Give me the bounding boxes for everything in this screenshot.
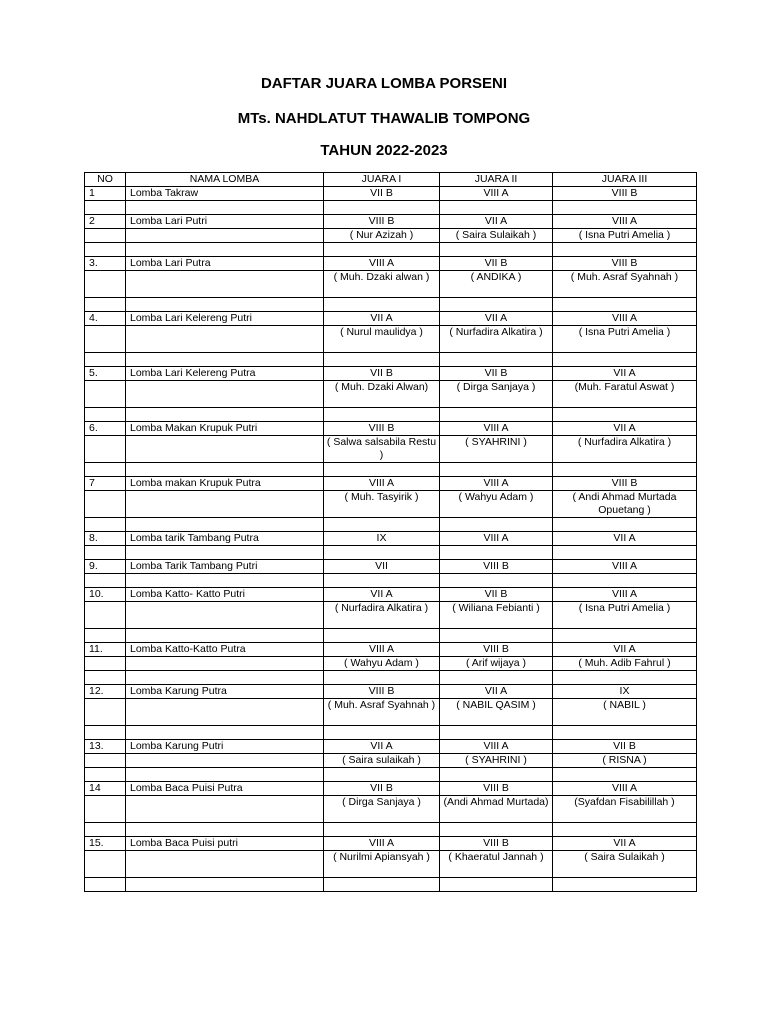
empty-cell [440, 726, 553, 740]
winner-names-row [85, 326, 697, 353]
table-row [85, 560, 697, 574]
first-place-name: ( Nurilmi Apiansyah ) [324, 851, 440, 878]
third-place-name: ( Saira Sulaikah ) [553, 851, 697, 878]
column-header-no: NO [85, 173, 126, 187]
second-place-class: VIII A [440, 187, 553, 201]
third-place-class: VIII A [553, 215, 697, 229]
empty-cell [553, 353, 697, 367]
empty-cell [126, 671, 324, 685]
row-number: 13. [85, 740, 126, 754]
second-place-name: ( Arif wijaya ) [440, 657, 553, 671]
row-number: 5. [85, 367, 126, 381]
empty-cell [85, 298, 126, 312]
empty-cell [126, 201, 324, 215]
school-name: MTs. NAHDLATUT THAWALIB TOMPONG [237, 110, 531, 127]
third-place-name: ( NABIL ) [553, 699, 697, 726]
third-place-name: ( Isna Putri Amelia ) [553, 326, 697, 353]
empty-cell [126, 463, 324, 477]
row-number: 6. [85, 422, 126, 436]
empty-cell [440, 546, 553, 560]
empty-cell [126, 271, 324, 298]
empty-cell [126, 878, 324, 892]
spacer-row [85, 823, 697, 837]
empty-cell [553, 629, 697, 643]
winner-names-row [85, 271, 697, 298]
document-title: DAFTAR JUARA LOMBA PORSENI [260, 75, 508, 92]
third-place-name: ( Nurfadira Alkatira ) [553, 436, 697, 463]
empty-cell [85, 546, 126, 560]
empty-cell [85, 726, 126, 740]
row-number: 4. [85, 312, 126, 326]
second-place-class: VII B [440, 367, 553, 381]
first-place-class: VIII B [324, 422, 440, 436]
third-place-name: ( Muh. Asraf Syahnah ) [553, 271, 697, 298]
empty-cell [324, 574, 440, 588]
empty-cell [324, 726, 440, 740]
empty-cell [85, 491, 126, 518]
row-number: 12. [85, 685, 126, 699]
spacer-row [85, 726, 697, 740]
empty-cell [126, 726, 324, 740]
third-place-class: VII A [553, 643, 697, 657]
empty-cell [553, 823, 697, 837]
second-place-class: VIII B [440, 560, 553, 574]
empty-cell [324, 201, 440, 215]
second-place-name: ( NABIL QASIM ) [440, 699, 553, 726]
competition-name: Lomba Baca Puisi putri [126, 837, 324, 851]
empty-cell [85, 229, 126, 243]
first-place-class: VII [324, 560, 440, 574]
second-place-name: ( SYAHRINI ) [440, 436, 553, 463]
empty-cell [85, 657, 126, 671]
empty-cell [553, 298, 697, 312]
third-place-name: (Muh. Faratul Aswat ) [553, 381, 697, 408]
empty-cell [85, 408, 126, 422]
empty-cell [324, 629, 440, 643]
spacer-row [85, 878, 697, 892]
competition-name: Lomba Lari Putra [126, 257, 324, 271]
empty-cell [85, 754, 126, 768]
competition-name: Lomba Takraw [126, 187, 324, 201]
second-place-class: VIII A [440, 532, 553, 546]
column-header-juara-2: JUARA II [440, 173, 553, 187]
table-row [85, 477, 697, 491]
second-place-class: VII B [440, 588, 553, 602]
spacer-row [85, 768, 697, 782]
empty-cell [553, 878, 697, 892]
first-place-class: VII A [324, 312, 440, 326]
empty-cell [126, 491, 324, 518]
academic-year: TAHUN 2022-2023 [320, 142, 448, 159]
third-place-name: ( Muh. Adib Fahrul ) [553, 657, 697, 671]
empty-cell [553, 518, 697, 532]
table-row [85, 837, 697, 851]
first-place-class: VIII A [324, 257, 440, 271]
second-place-class: VII B [440, 257, 553, 271]
table-row [85, 643, 697, 657]
empty-cell [85, 353, 126, 367]
empty-cell [440, 671, 553, 685]
competition-name: Lomba makan Krupuk Putra [126, 477, 324, 491]
empty-cell [85, 699, 126, 726]
third-place-class: VII A [553, 532, 697, 546]
empty-cell [440, 408, 553, 422]
empty-cell [85, 878, 126, 892]
third-place-class: IX [553, 685, 697, 699]
empty-cell [85, 436, 126, 463]
spacer-row [85, 243, 697, 257]
empty-cell [440, 518, 553, 532]
empty-cell [440, 823, 553, 837]
spacer-row [85, 518, 697, 532]
first-place-class: VIII B [324, 685, 440, 699]
empty-cell [85, 518, 126, 532]
second-place-class: VII A [440, 312, 553, 326]
second-place-class: VIII B [440, 782, 553, 796]
row-number: 7 [85, 477, 126, 491]
winner-names-row [85, 796, 697, 823]
row-number: 8. [85, 532, 126, 546]
first-place-class: VII B [324, 187, 440, 201]
row-number: 2 [85, 215, 126, 229]
row-number: 14 [85, 782, 126, 796]
spacer-row [85, 671, 697, 685]
table-row [85, 312, 697, 326]
competition-name: Lomba Katto- Katto Putri [126, 588, 324, 602]
table-row [85, 187, 697, 201]
winner-names-row [85, 754, 697, 768]
competition-name: Lomba Karung Putri [126, 740, 324, 754]
empty-cell [440, 243, 553, 257]
empty-cell [126, 699, 324, 726]
empty-cell [440, 298, 553, 312]
winner-names-row [85, 436, 697, 463]
third-place-name: ( RISNA ) [553, 754, 697, 768]
table-body [85, 187, 697, 892]
empty-cell [553, 546, 697, 560]
empty-cell [324, 518, 440, 532]
column-header-nama-lomba: NAMA LOMBA [126, 173, 324, 187]
first-place-class: VII B [324, 367, 440, 381]
winner-names-row [85, 851, 697, 878]
row-number: 3. [85, 257, 126, 271]
first-place-class: VII A [324, 740, 440, 754]
row-number: 9. [85, 560, 126, 574]
empty-cell [324, 298, 440, 312]
empty-cell [126, 796, 324, 823]
competition-name: Lomba Baca Puisi Putra [126, 782, 324, 796]
winner-names-row [85, 381, 697, 408]
empty-cell [126, 381, 324, 408]
empty-cell [85, 271, 126, 298]
empty-cell [553, 463, 697, 477]
second-place-name: ( Wahyu Adam ) [440, 491, 553, 518]
empty-cell [324, 353, 440, 367]
empty-cell [85, 823, 126, 837]
spacer-row [85, 574, 697, 588]
empty-cell [553, 726, 697, 740]
empty-cell [126, 629, 324, 643]
third-place-class: VIII A [553, 312, 697, 326]
empty-cell [126, 754, 324, 768]
winner-names-row [85, 699, 697, 726]
empty-cell [324, 768, 440, 782]
second-place-name: ( Wiliana Febianti ) [440, 602, 553, 629]
third-place-class: VIII A [553, 560, 697, 574]
empty-cell [85, 381, 126, 408]
empty-cell [126, 243, 324, 257]
empty-cell [553, 243, 697, 257]
third-place-class: VIII B [553, 187, 697, 201]
empty-cell [440, 878, 553, 892]
empty-cell [126, 408, 324, 422]
first-place-name: ( Muh. Tasyirik ) [324, 491, 440, 518]
row-number: 11. [85, 643, 126, 657]
third-place-class: VIII B [553, 477, 697, 491]
row-number: 1 [85, 187, 126, 201]
table-row [85, 257, 697, 271]
row-number: 15. [85, 837, 126, 851]
table-row [85, 367, 697, 381]
competition-name: Lomba Tarik Tambang Putri [126, 560, 324, 574]
second-place-name: ( Nurfadira Alkatira ) [440, 326, 553, 353]
second-place-name: ( ANDIKA ) [440, 271, 553, 298]
empty-cell [324, 408, 440, 422]
empty-cell [126, 851, 324, 878]
empty-cell [440, 353, 553, 367]
empty-cell [85, 602, 126, 629]
empty-cell [324, 243, 440, 257]
second-place-name: ( SYAHRINI ) [440, 754, 553, 768]
second-place-name: ( Saira Sulaikah ) [440, 229, 553, 243]
first-place-class: VIII A [324, 477, 440, 491]
empty-cell [440, 768, 553, 782]
first-place-name: ( Nurfadira Alkatira ) [324, 602, 440, 629]
second-place-name: ( Khaeratul Jannah ) [440, 851, 553, 878]
first-place-name: ( Muh. Asraf Syahnah ) [324, 699, 440, 726]
empty-cell [85, 574, 126, 588]
first-place-class: VII B [324, 782, 440, 796]
empty-cell [85, 671, 126, 685]
competition-name: Lomba Karung Putra [126, 685, 324, 699]
empty-cell [553, 408, 697, 422]
empty-cell [126, 353, 324, 367]
second-place-class: VII A [440, 215, 553, 229]
third-place-name: ( Isna Putri Amelia ) [553, 229, 697, 243]
empty-cell [440, 574, 553, 588]
empty-cell [126, 298, 324, 312]
empty-cell [553, 201, 697, 215]
empty-cell [126, 574, 324, 588]
empty-cell [324, 671, 440, 685]
empty-cell [440, 463, 553, 477]
spacer-row [85, 463, 697, 477]
first-place-name: ( Salwa salsabila Restu ) [324, 436, 440, 463]
third-place-class: VIII A [553, 782, 697, 796]
second-place-class: VIII B [440, 837, 553, 851]
first-place-class: VIII A [324, 837, 440, 851]
empty-cell [324, 823, 440, 837]
table-row [85, 422, 697, 436]
competition-name: Lomba Makan Krupuk Putri [126, 422, 324, 436]
column-header-juara-1: JUARA I [324, 173, 440, 187]
spacer-row [85, 353, 697, 367]
third-place-name: ( Isna Putri Amelia ) [553, 602, 697, 629]
first-place-class: VIII B [324, 215, 440, 229]
second-place-name: ( Dirga Sanjaya ) [440, 381, 553, 408]
empty-cell [126, 436, 324, 463]
winner-names-row [85, 491, 697, 518]
third-place-class: VII A [553, 367, 697, 381]
spacer-row [85, 298, 697, 312]
competition-name: Lomba tarik Tambang Putra [126, 532, 324, 546]
competition-name: Lomba Lari Putri [126, 215, 324, 229]
first-place-class: VII A [324, 588, 440, 602]
empty-cell [85, 768, 126, 782]
table-header-row [85, 173, 697, 187]
empty-cell [126, 229, 324, 243]
table-row [85, 685, 697, 699]
empty-cell [85, 796, 126, 823]
empty-cell [85, 629, 126, 643]
second-place-class: VIII A [440, 477, 553, 491]
third-place-class: VII B [553, 740, 697, 754]
spacer-row [85, 629, 697, 643]
second-place-class: VIII A [440, 422, 553, 436]
table-row [85, 215, 697, 229]
empty-cell [85, 851, 126, 878]
table-row [85, 782, 697, 796]
empty-cell [85, 326, 126, 353]
first-place-name: ( Nur Azizah ) [324, 229, 440, 243]
empty-cell [126, 326, 324, 353]
empty-cell [85, 201, 126, 215]
column-header-juara-3: JUARA III [553, 173, 697, 187]
winner-names-row [85, 229, 697, 243]
table-row [85, 740, 697, 754]
second-place-name: (Andi Ahmad Murtada) [440, 796, 553, 823]
empty-cell [126, 518, 324, 532]
empty-cell [126, 768, 324, 782]
third-place-class: VII A [553, 422, 697, 436]
first-place-class: IX [324, 532, 440, 546]
empty-cell [440, 201, 553, 215]
empty-cell [126, 602, 324, 629]
first-place-name: ( Dirga Sanjaya ) [324, 796, 440, 823]
first-place-name: ( Nurul maulidya ) [324, 326, 440, 353]
second-place-class: VII A [440, 685, 553, 699]
spacer-row [85, 408, 697, 422]
first-place-name: ( Saira sulaikah ) [324, 754, 440, 768]
empty-cell [324, 546, 440, 560]
empty-cell [553, 768, 697, 782]
third-place-name: (Syafdan Fisabilillah ) [553, 796, 697, 823]
winner-names-row [85, 657, 697, 671]
second-place-class: VIII B [440, 643, 553, 657]
winner-names-row [85, 602, 697, 629]
third-place-class: VII A [553, 837, 697, 851]
table-row [85, 532, 697, 546]
winners-table [84, 172, 697, 892]
empty-cell [440, 629, 553, 643]
first-place-name: ( Muh. Dzaki Alwan) [324, 381, 440, 408]
third-place-name: ( Andi Ahmad Murtada Opuetang ) [553, 491, 697, 518]
empty-cell [126, 546, 324, 560]
empty-cell [85, 243, 126, 257]
table-row [85, 588, 697, 602]
spacer-row [85, 546, 697, 560]
empty-cell [126, 823, 324, 837]
empty-cell [553, 574, 697, 588]
empty-cell [324, 878, 440, 892]
first-place-name: ( Wahyu Adam ) [324, 657, 440, 671]
first-place-name: ( Muh. Dzaki alwan ) [324, 271, 440, 298]
second-place-class: VIII A [440, 740, 553, 754]
empty-cell [126, 657, 324, 671]
third-place-class: VIII A [553, 588, 697, 602]
competition-name: Lomba Katto-Katto Putra [126, 643, 324, 657]
empty-cell [85, 463, 126, 477]
row-number: 10. [85, 588, 126, 602]
first-place-class: VIII A [324, 643, 440, 657]
spacer-row [85, 201, 697, 215]
third-place-class: VIII B [553, 257, 697, 271]
competition-name: Lomba Lari Kelereng Putri [126, 312, 324, 326]
empty-cell [553, 671, 697, 685]
competition-name: Lomba Lari Kelereng Putra [126, 367, 324, 381]
empty-cell [324, 463, 440, 477]
